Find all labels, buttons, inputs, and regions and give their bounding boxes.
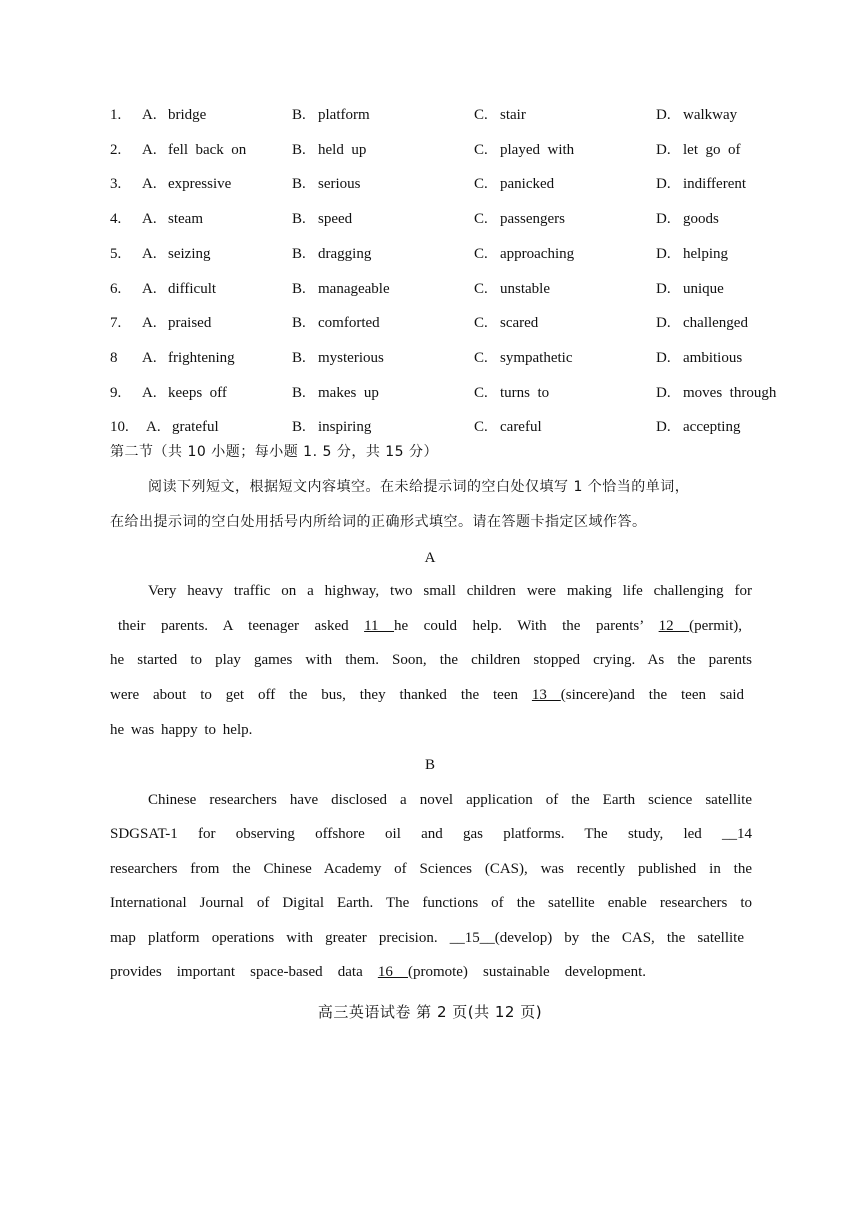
option-letter: B. <box>292 211 306 228</box>
option-d[interactable]: walkway <box>683 107 738 123</box>
option-letter: D. <box>656 419 671 436</box>
question-row <box>0 138 860 162</box>
option-letter: B. <box>292 349 306 366</box>
option-letter: A. <box>142 245 157 262</box>
option-letter: A. <box>146 419 161 436</box>
question-row <box>0 172 860 196</box>
option-d[interactable]: challenged <box>683 315 748 332</box>
option-letter: C. <box>474 315 488 332</box>
option-c[interactable]: approaching <box>500 245 575 262</box>
question-row <box>0 103 860 127</box>
option-d[interactable]: ambitious <box>683 349 743 366</box>
passage-b-line-4: International Journal of Digital Earth. The functions of the satellite enable researchers to <box>110 895 752 911</box>
question-row <box>0 242 860 266</box>
option-c[interactable]: played with <box>500 141 575 158</box>
blank-14[interactable]: __14 <box>722 826 753 842</box>
question-row <box>0 277 860 301</box>
passage-a-line-2: their parents. A teenager asked 11 he could help. With the parents’ 12 (permit), <box>118 618 743 634</box>
option-letter: A. <box>142 315 157 332</box>
question-number: 2. <box>110 141 122 158</box>
passage-a-line-5: he was happy to help. <box>110 722 253 738</box>
option-letter: D. <box>656 107 671 123</box>
option-c[interactable]: panicked <box>500 176 555 193</box>
option-b[interactable]: platform <box>318 107 370 123</box>
option-letter: D. <box>656 176 671 193</box>
option-letter: A. <box>142 349 157 366</box>
option-letter: B. <box>292 280 306 297</box>
option-a[interactable]: keeps off <box>168 384 227 401</box>
option-letter: D. <box>656 384 671 401</box>
option-c[interactable]: scared <box>500 315 539 332</box>
blank-15[interactable]: __15__ <box>449 930 495 946</box>
option-letter: C. <box>474 384 488 401</box>
option-d[interactable]: indifferent <box>683 176 747 193</box>
option-a[interactable]: bridge <box>168 107 207 123</box>
question-number: 4. <box>110 211 122 228</box>
option-letter: C. <box>474 211 488 228</box>
option-letter: C. <box>474 176 488 193</box>
option-d[interactable]: helping <box>683 245 728 262</box>
option-a[interactable]: frightening <box>168 349 235 366</box>
option-letter: D. <box>656 349 671 366</box>
option-c[interactable]: unstable <box>500 280 550 297</box>
passage-a-line-4: were about to get off the bus, they thanked the teen 13 (sincere)and the teen said <box>110 687 745 703</box>
option-b[interactable]: serious <box>318 176 361 193</box>
option-d[interactable]: accepting <box>683 419 741 436</box>
option-letter: A. <box>142 176 157 193</box>
passage-a-line-1: Very heavy traffic on a highway, two small children were making life challenging for <box>148 583 752 599</box>
question-number: 8 <box>110 349 118 366</box>
option-letter: C. <box>474 349 488 366</box>
blank-12[interactable]: 12 <box>658 618 690 634</box>
question-number: 9. <box>110 384 122 401</box>
question-number: 3. <box>110 176 122 193</box>
option-c[interactable]: passengers <box>500 211 565 228</box>
option-letter: B. <box>292 245 306 262</box>
option-letter: C. <box>474 280 488 297</box>
instruction-line-2: 在给出提示词的空白处用括号内所给词的正确形式填空。请在答题卡指定区域作答。 <box>110 514 647 530</box>
question-row <box>0 346 860 370</box>
option-letter: A. <box>142 280 157 297</box>
instruction-line-1: 阅读下列短文，根据短文内容填空。在未给提示词的空白处仅填写 1 个恰当的单词， <box>148 479 690 495</box>
passage-b-line-1: Chinese researchers have disclosed a novel application of the Earth science satellite <box>148 792 752 808</box>
option-a[interactable]: praised <box>168 315 212 332</box>
option-letter: C. <box>474 245 488 262</box>
option-letter: A. <box>142 211 157 228</box>
passage-a-line-3: he started to play games with them. Soon, the children stopped crying. As the parents <box>110 652 752 668</box>
option-letter: D. <box>656 280 671 297</box>
option-d[interactable]: goods <box>683 211 719 228</box>
option-b[interactable]: inspiring <box>318 419 372 436</box>
option-a[interactable]: seizing <box>168 245 211 262</box>
option-c[interactable]: turns to <box>500 384 550 401</box>
option-letter: D. <box>656 315 671 332</box>
option-letter: B. <box>292 419 306 436</box>
option-letter: D. <box>656 211 671 228</box>
option-b[interactable]: speed <box>318 211 353 228</box>
option-a[interactable]: difficult <box>168 280 217 297</box>
option-letter: C. <box>474 141 488 158</box>
option-d[interactable]: moves through <box>683 384 777 401</box>
option-letter: D. <box>656 245 671 262</box>
blank-13[interactable]: 13 <box>531 687 561 703</box>
option-letter: C. <box>474 419 488 436</box>
question-row <box>0 415 860 439</box>
question-number: 5. <box>110 245 122 262</box>
blank-16[interactable]: 16 <box>377 964 408 980</box>
option-letter: B. <box>292 141 306 158</box>
question-number: 6. <box>110 280 122 297</box>
option-b[interactable]: mysterious <box>318 349 384 366</box>
question-row <box>0 311 860 335</box>
option-c[interactable]: careful <box>500 419 542 436</box>
question-row <box>0 207 860 231</box>
option-a[interactable]: expressive <box>168 176 232 193</box>
section-title: 第二节（共 10 小题；每小题 1. 5 分，共 15 分） <box>110 444 439 460</box>
passage-b-label: B <box>424 757 435 773</box>
option-b[interactable]: dragging <box>318 245 372 262</box>
question-number: 1. <box>110 107 122 123</box>
option-d[interactable]: unique <box>683 280 724 297</box>
page-footer: 高三英语试卷 第 2 页(共 12 页) <box>317 1003 543 1021</box>
option-letter: A. <box>142 141 157 158</box>
option-letter: D. <box>656 141 671 158</box>
question-number: 10. <box>110 419 129 436</box>
option-b[interactable]: comforted <box>318 315 380 332</box>
option-letter: B. <box>292 384 306 401</box>
option-letter: C. <box>474 107 488 123</box>
blank-11[interactable]: 11 <box>364 618 395 634</box>
question-row <box>0 381 860 405</box>
passage-b-line-5: map platform operations with greater precision. __15__(develop) by the CAS, the satellite <box>110 930 745 946</box>
option-c[interactable]: sympathetic <box>500 349 573 366</box>
option-d[interactable]: let go of <box>683 141 741 158</box>
option-b[interactable]: held up <box>318 141 367 158</box>
option-letter: A. <box>142 107 157 123</box>
option-letter: B. <box>292 315 306 332</box>
passage-b-line-6: provides important space-based data 16 (promote) sustainable development. <box>110 964 647 980</box>
passage-a-label: A <box>424 550 436 566</box>
passage-b-line-3: researchers from the Chinese Academy of Sciences (CAS), was recently published in the <box>110 861 752 877</box>
passage-b-line-2: SDGSAT-1 for observing offshore oil and gas platforms. The study, led __14 <box>110 826 753 842</box>
question-number: 7. <box>110 315 122 332</box>
option-a[interactable]: grateful <box>172 419 219 436</box>
option-a[interactable]: steam <box>168 211 203 228</box>
option-a[interactable]: fell back on <box>168 141 247 158</box>
option-b[interactable]: makes up <box>318 384 379 401</box>
option-letter: B. <box>292 176 306 193</box>
option-c[interactable]: stair <box>500 107 526 123</box>
option-b[interactable]: manageable <box>318 280 390 297</box>
option-letter: A. <box>142 384 157 401</box>
option-letter: B. <box>292 107 306 123</box>
